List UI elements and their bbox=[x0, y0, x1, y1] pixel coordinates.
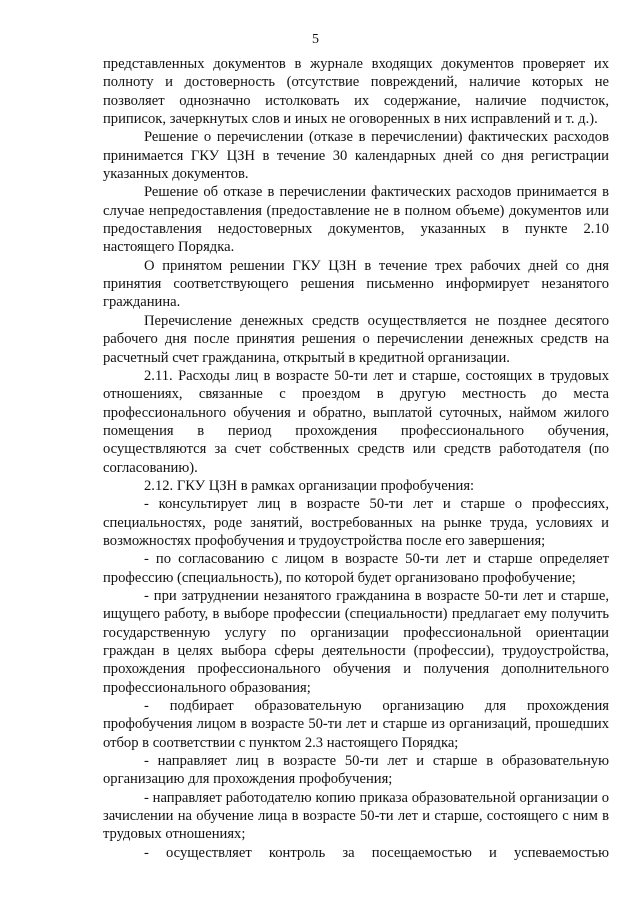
document-body bbox=[103, 55, 609, 862]
list-item-selects-organization: - подбирает образовательную организацию для прохождения профобучения лицом в возрасте 50-ти лет и старше из организаций, прошедших отбор в соответствии с пунктом 2.3 настоящего Порядка; bbox=[103, 698, 609, 751]
list-item-sends-to-organization: - направляет лиц в возрасте 50-ти лет и старше в образовательную организацию для прохождения профобучения; bbox=[103, 753, 609, 788]
paragraph-notification: О принятом решении ГКУ ЦЗН в течение трех рабочих дней со дня принятия соответствующего решения письменно информирует незанятого гражданина. bbox=[103, 257, 609, 311]
list-item-consults: - консультирует лиц в возрасте 50-ти лет и старше о профессиях, специальностях, роде занятий, востребованных на рынке труда, условиях и возможностях профобучения и трудоустройства после его завершения; bbox=[103, 496, 609, 549]
paragraph-transfer-decision: Решение о перечислении (отказе в перечислении) фактических расходов принимается ГКУ ЦЗН в течение 30 календарных дней со дня регистрации указанных документов. bbox=[103, 129, 609, 183]
paragraph-funds-transfer: Перечисление денежных средств осуществляется не позднее десятого рабочего дня после принятия решения о перечислении денежных средств на расчетный счет гражданина, открытый в кредитной организации. bbox=[103, 312, 609, 366]
list-item-determines-profession: - по согласованию с лицом в возрасте 50-ти лет и старше определяет профессию (специальность), по которой будет организовано профобучение; bbox=[103, 551, 609, 586]
paragraph-section-2-12: 2.12. ГКУ ЦЗН в рамках организации профобучения: bbox=[144, 477, 475, 494]
list-item-monitors-attendance: - осуществляет контроль за посещаемостью и успеваемостью bbox=[144, 844, 609, 861]
paragraph-refusal-decision: Решение об отказе в перечислении фактических расходов принимается в случае непредоставления (предоставление не в полном объеме) документов или предоставления недостоверных документов, указанных в пункте 2.10 настоящего Порядка. bbox=[103, 184, 609, 256]
list-item-sends-order-copy: - направляет работодателю копию приказа образовательной организации о зачислении на обучение лица в возрасте 50-ти лет и старше, состоящего с ним в трудовых отношениях; bbox=[103, 789, 609, 843]
list-item-career-guidance: - при затруднении незанятого гражданина в возрасте 50-ти лет и старше, ищущего работу, в выборе профессии (специальности) предлагает ему получить государственную услугу по организации профессиональной ориентации граждан в целях выбора сферы деятельности (профессии), трудоустройства, прохождения профессионального обучения и получения дополнительного профессионального образования; bbox=[103, 587, 609, 696]
paragraph-section-2-11: 2.11. Расходы лиц в возрасте 50-ти лет и старше, состоящих в трудовых отношениях, связанные с проездом в другую местность до места профессионального обучения и обратно, выплатой суточных, наймом жилого помещения в период прохождения профессионального обучения, осуществляются за счет собственных средств или средств работодателя (по согласованию). bbox=[103, 367, 609, 476]
paragraph-continuation: представленных документов в журнале входящих документов проверяет их полноту и достоверность (отсутствие повреждений, наличие которых не позволяет однозначно истолковать их содержание, наличие подчисток, приписок, зачеркнутых слов и иных не оговоренных в них исправлений и т. д.). bbox=[103, 56, 609, 128]
page-number: 5 bbox=[312, 32, 319, 47]
